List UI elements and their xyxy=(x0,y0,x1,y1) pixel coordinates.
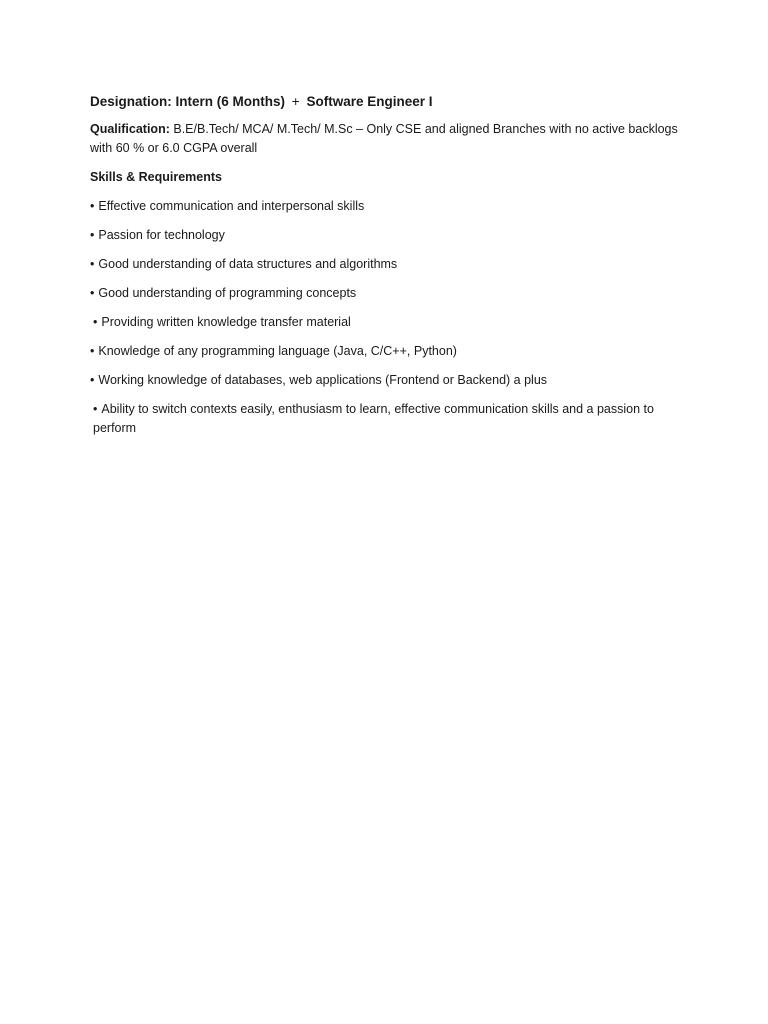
list-item xyxy=(90,342,690,361)
list-item xyxy=(90,226,690,245)
designation-label: Designation: xyxy=(90,94,172,109)
bullet-dot: • xyxy=(93,402,98,416)
list-item xyxy=(90,284,690,303)
list-item-text: Effective communication and interpersonal skills xyxy=(98,199,365,213)
designation-line xyxy=(90,92,690,111)
list-item-text: Good understanding of data structures and algorithms xyxy=(98,257,398,271)
bullet-dot: • xyxy=(90,373,95,387)
bullet-dot: • xyxy=(93,315,98,329)
list-item-text: Working knowledge of databases, web applications (Frontend or Backend) a plus xyxy=(98,373,548,387)
designation-engineer: Software Engineer I xyxy=(306,94,433,109)
designation-separator: + xyxy=(291,94,300,109)
bullet-dot: • xyxy=(90,286,95,300)
list-item xyxy=(90,255,690,274)
list-item-text: Knowledge of any programming language (Java, C/C++, Python) xyxy=(98,344,457,358)
bullet-dot: • xyxy=(90,228,95,242)
list-item xyxy=(90,313,690,332)
list-item-text: Ability to switch contexts easily, enthusiasm to learn, effective communication skills and a passion to perform xyxy=(93,402,654,435)
bullet-dot: • xyxy=(90,344,95,358)
skills-heading: Skills & Requirements xyxy=(90,170,222,184)
list-item xyxy=(90,371,690,390)
skills-list xyxy=(90,197,690,438)
designation-intern: Intern (6 Months) xyxy=(175,94,286,109)
list-item xyxy=(90,400,690,438)
bullet-dot: • xyxy=(90,257,95,271)
list-item xyxy=(90,197,690,216)
qualification-text: B.E/B.Tech/ MCA/ M.Tech/ M.Sc – Only CSE and aligned Branches with no active backlogs with 60 % or 6.0 CGPA overall xyxy=(90,122,678,155)
list-item-text: Passion for technology xyxy=(98,228,225,242)
list-item-text: Good understanding of programming concepts xyxy=(98,286,357,300)
bullet-dot: • xyxy=(90,199,95,213)
qualification-paragraph xyxy=(90,120,690,158)
list-item-text: Providing written knowledge transfer material xyxy=(101,315,351,329)
document-body xyxy=(90,92,690,448)
qualification-label: Qualification: xyxy=(90,122,170,136)
